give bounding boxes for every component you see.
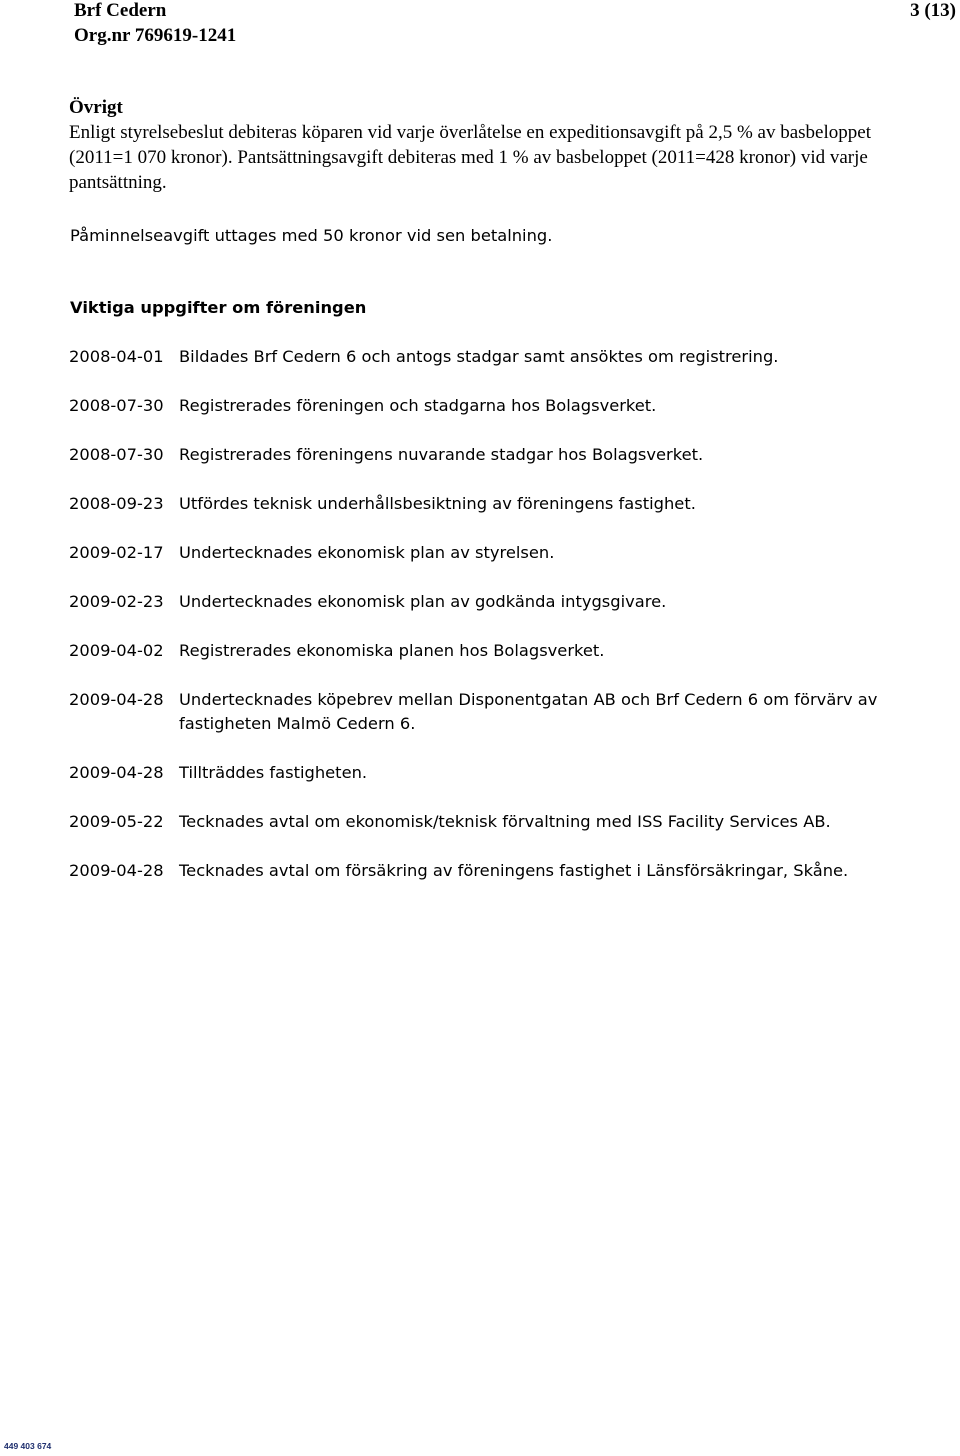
event-date: 2009-02-23 (69, 592, 164, 611)
section-title-ovrigt: Övrigt (69, 97, 123, 118)
event-date: 2009-05-22 (69, 812, 164, 831)
page-number: 3 (13) (910, 0, 956, 21)
ovrigt-paragraph: Enligt styrelsebeslut debiteras köparen vid varje överlåtelse en expeditionsavgift på 2,5 % av basbeloppet (2011=1 070 kronor). Pantsättningsavgift debiteras med 1 % av basbeloppet (2011=428 kronor) vid varje pantsättning. (69, 122, 871, 193)
event-date: 2009-04-02 (69, 641, 164, 660)
event-date: 2008-09-23 (69, 494, 164, 513)
event-date: 2008-07-30 (69, 445, 164, 464)
event-row (69, 859, 949, 883)
event-row (69, 761, 949, 785)
event-description: Undertecknades ekonomisk plan av godkända intygsgivare. (179, 592, 667, 611)
event-date: 2009-04-28 (69, 763, 164, 782)
page-header (74, 0, 958, 48)
document-reference-code: 449 403 674 (4, 1441, 52, 1451)
event-row (69, 443, 949, 467)
event-date: 2009-02-17 (69, 543, 164, 562)
event-description: Tecknades avtal om ekonomisk/teknisk förvaltning med ISS Facility Services AB. (179, 812, 831, 831)
event-description: Tecknades avtal om försäkring av föreningens fastighet i Länsförsäkringar, Skåne. (179, 861, 849, 880)
organization-number: Org.nr 769619-1241 (74, 25, 237, 46)
organization-name: Brf Cedern (74, 0, 167, 21)
event-description: Registrerades föreningen och stadgarna hos Bolagsverket. (179, 396, 657, 415)
events-list (69, 345, 949, 908)
ovrigt-section (69, 96, 929, 195)
event-description: Registrerades ekonomiska planen hos Bolagsverket. (179, 641, 605, 660)
event-row (69, 394, 949, 418)
event-date: 2008-04-01 (69, 347, 164, 366)
event-row (69, 810, 949, 834)
event-description: Utfördes teknisk underhållsbesiktning av föreningens fastighet. (179, 494, 696, 513)
reminder-fee-text: Påminnelseavgift uttages med 50 kronor vid sen betalning. (70, 226, 553, 245)
event-date: 2008-07-30 (69, 396, 164, 415)
event-description: Undertecknades ekonomisk plan av styrelsen. (179, 543, 555, 562)
section-title-facts: Viktiga uppgifter om föreningen (70, 298, 367, 317)
event-date: 2009-04-28 (69, 690, 164, 709)
event-row (69, 541, 949, 565)
event-description: Tillträddes fastigheten. (179, 763, 368, 782)
event-row (69, 590, 949, 614)
event-row (69, 492, 949, 516)
event-date: 2009-04-28 (69, 861, 164, 880)
event-row (69, 688, 949, 736)
event-row (69, 345, 949, 369)
event-row (69, 639, 949, 663)
event-description: Registrerades föreningens nuvarande stadgar hos Bolagsverket. (179, 445, 704, 464)
event-description: Undertecknades köpebrev mellan Disponentgatan AB och Brf Cedern 6 om förvärv av fastigheten Malmö Cedern 6. (179, 690, 878, 733)
event-description: Bildades Brf Cedern 6 och antogs stadgar samt ansöktes om registrering. (179, 347, 779, 366)
